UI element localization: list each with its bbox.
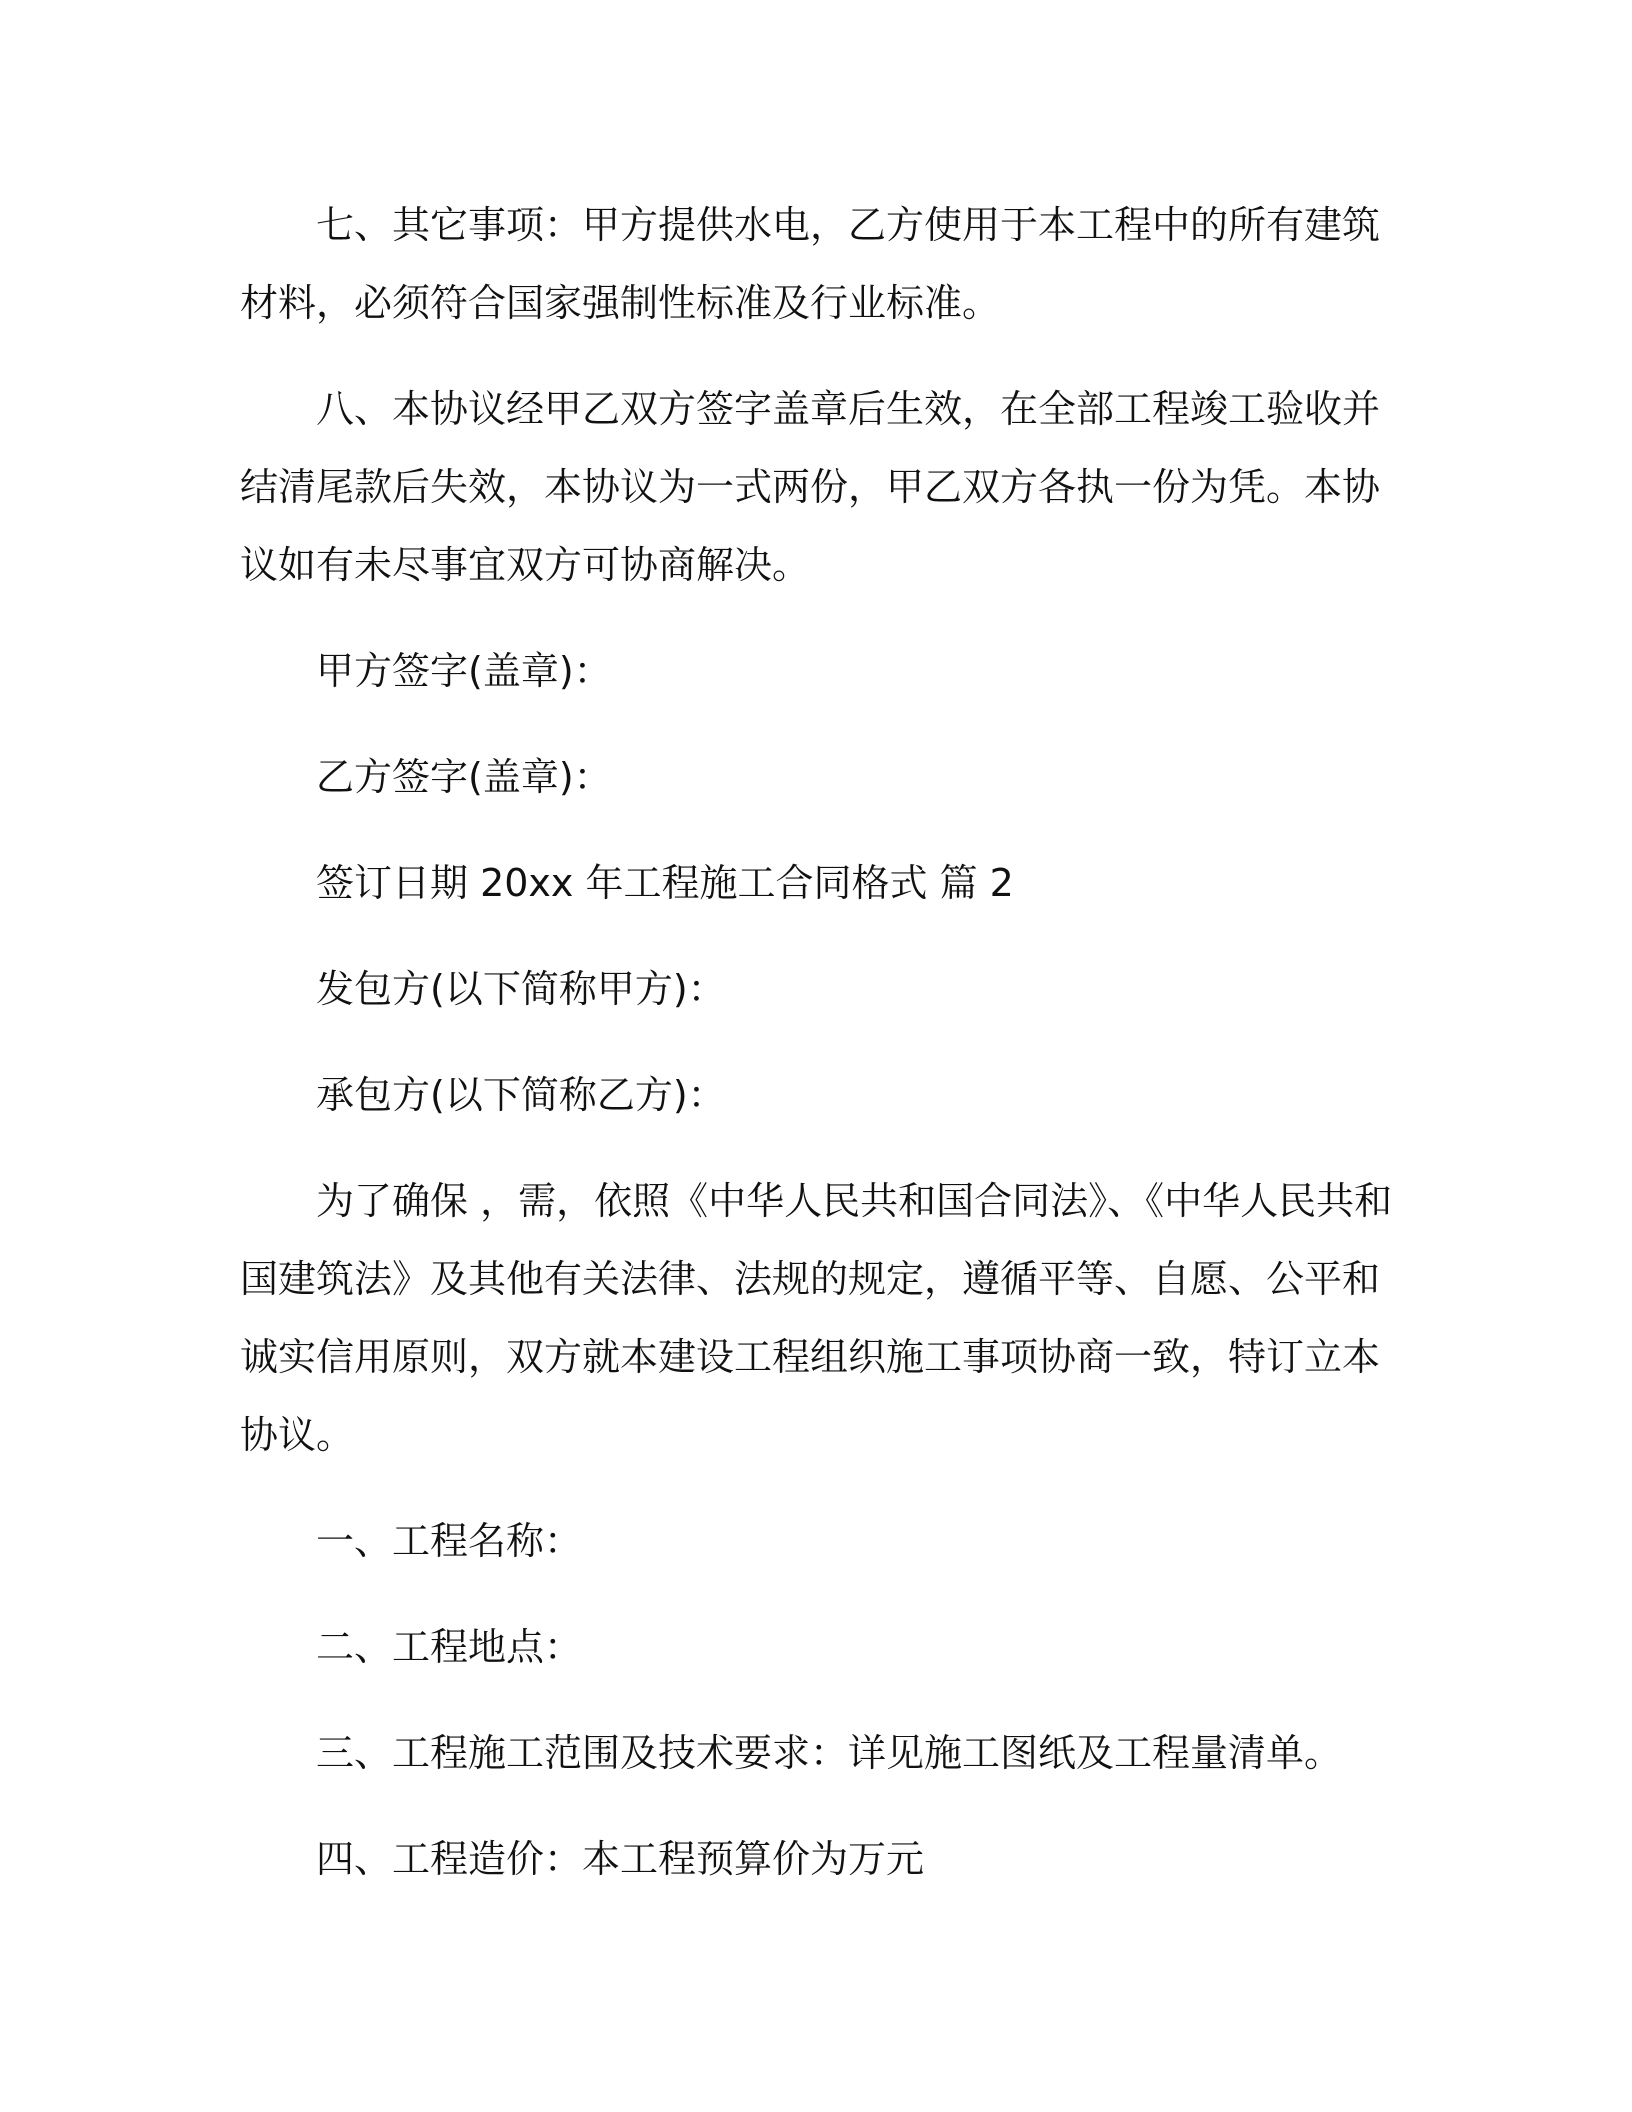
clause-one-project-name: 一、工程名称： (316, 1519, 583, 1563)
clause-four-cost: 四、工程造价：本工程预算价为万元 (316, 1837, 925, 1881)
signing-date-section-heading: 签订日期 20xx 年工程施工合同格式 篇 2 (316, 861, 1014, 905)
clause-seven-other-matters: 七、其它事项：甲方提供水电，乙方使用于本工程中的所有建筑材料，必须符合国家强制性标准及行业标准。 (240, 203, 1381, 325)
party-b-signature-line: 乙方签字(盖章)： (316, 755, 612, 799)
clause-eight-effectiveness: 八、本协议经甲乙双方签字盖章后生效，在全部工程竣工验收并结清尾款后失效，本协议为一式两份，甲乙双方各执一份为凭。本协议如有未尽事宜双方可协商解决。 (240, 387, 1381, 587)
document-body (240, 186, 1400, 1898)
employer-line: 发包方(以下简称甲方)： (316, 967, 726, 1011)
clause-two-project-location: 二、工程地点： (316, 1625, 583, 1669)
clause-three-scope: 三、工程施工范围及技术要求：详见施工图纸及工程量清单。 (316, 1731, 1343, 1775)
contractor-line: 承包方(以下简称乙方)： (316, 1073, 726, 1117)
party-a-signature-line: 甲方签字(盖章)： (316, 649, 612, 693)
preamble-paragraph: 为了确保 ，需，依照《中华人民共和国合同法》、《中华人民共和国建筑法》及其他有关法律、法规的规定，遵循平等、自愿、公平和诚实信用原则，双方就本建设工程组织施工事项协商一致，特订立本协议。 (240, 1179, 1393, 1457)
